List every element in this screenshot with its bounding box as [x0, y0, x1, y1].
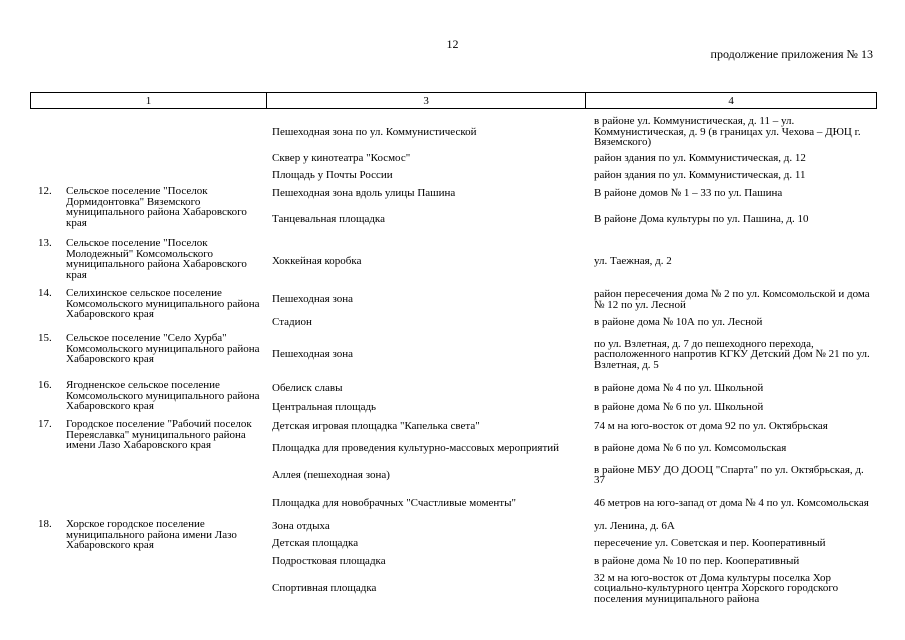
object-location: 74 м на юго-восток от дома 92 по ул. Октябрьская	[594, 419, 828, 432]
settlement-name: Городское поселение "Рабочий поселок Переяславка" муниципального района имени Лазо Хабаровского края	[66, 418, 252, 451]
row-number: 17.	[38, 418, 52, 430]
object-name: Спортивная площадка	[272, 582, 377, 595]
row-number: 15.	[38, 332, 52, 344]
table-body	[30, 113, 877, 607]
table-row	[30, 151, 877, 166]
object-name: Центральная площадь	[272, 401, 377, 414]
object-name: Обелиск славы	[272, 381, 343, 394]
page-number: 12	[446, 37, 459, 51]
object-location: в районе дома № 10А по ул. Лесной	[594, 315, 763, 328]
object-name: Детская игровая площадка "Капелька света"	[272, 419, 480, 432]
table-row-group	[30, 184, 877, 236]
row-number	[30, 151, 66, 166]
object-location: в районе МБУ ДО ДООЦ "Спарта" по ул. Октябрьская, д. 37	[594, 463, 864, 486]
header-col-3: 3	[266, 93, 585, 109]
object-location: ул. Ленина, д. 6А	[594, 519, 675, 532]
row-number: 13.	[38, 237, 52, 249]
settlement-name: Сельское поселение "Село Хурба" Комсомольского муниципального района Хабаровского края	[66, 332, 260, 365]
settlement-name	[66, 113, 267, 151]
object-location: по ул. Взлетная, д. 7 до пешеходного перехода, расположенного напротив КГКУ Детский Дом № 21 по ул. Взлетная, д. 5	[594, 337, 870, 371]
object-name: Пешеходная зона	[272, 293, 354, 306]
object-name: Сквер у кинотеатра "Космос"	[272, 152, 411, 165]
header-col-1: 1	[31, 93, 267, 109]
object-location: район здания по ул. Коммунистическая, д. 12	[594, 152, 806, 165]
row-number	[30, 166, 66, 184]
object-location: В районе домов № 1 – 33 по ул. Пашина	[594, 186, 783, 199]
table-row-group	[30, 378, 877, 417]
object-name: Пешеходная зона по ул. Коммунистической	[272, 125, 477, 138]
object-location: в районе дома № 4 по ул. Школьной	[594, 381, 764, 394]
object-name: Пешеходная зона	[272, 348, 354, 361]
row-number: 16.	[38, 379, 52, 391]
object-name: Пешеходная зона вдоль улицы Пашина	[272, 186, 456, 199]
row-number: 18.	[38, 518, 52, 530]
object-location: в районе дома № 10 по пер. Кооперативный	[594, 554, 800, 567]
settlement-name: Сельское поселение "Поселок Дормидонтовка" Вяземского муниципального района Хабаровского края	[66, 185, 247, 229]
object-location: пересечение ул. Советская и пер. Кооперативный	[594, 537, 826, 550]
table-row-group	[30, 517, 877, 607]
object-name: Аллея (пешеходная зона)	[272, 468, 390, 481]
header-col-4: 4	[586, 93, 877, 109]
object-name: Хоккейная коробка	[272, 254, 362, 267]
table-row	[30, 113, 877, 151]
row-number: 14.	[38, 287, 52, 299]
object-name: Танцевальная площадка	[272, 212, 385, 225]
settlement-name: Ягодненское сельское поселение Комсомольского муниципального района Хабаровского края	[66, 379, 260, 412]
table-row-group	[30, 286, 877, 331]
table-row	[30, 236, 877, 286]
table-row-group	[30, 417, 877, 517]
object-location: 46 метров на юго-запад от дома № 4 по ул. Комсомольская	[594, 496, 869, 509]
object-name: Детская площадка	[272, 537, 359, 550]
object-name: Подростковая площадка	[272, 554, 386, 567]
object-name: Площадь у Почты России	[272, 168, 393, 181]
object-location: 32 м на юго-восток от Дома культуры поселка Хор социально-культурного центра Хорского городского поселения муниципального района	[594, 571, 839, 605]
settlement-name: Селихинское сельское поселение Комсомольского муниципального района Хабаровского края	[66, 287, 260, 320]
settlement-name	[66, 166, 267, 184]
settlement-name	[66, 151, 267, 166]
table-row	[30, 166, 877, 184]
object-name: Площадка для проведения культурно-массовых мероприятий	[272, 441, 560, 454]
object-location: ул. Таежная, д. 2	[594, 254, 672, 267]
settlement-name: Хорское городское поселение муниципального района имени Лазо Хабаровского края	[66, 518, 237, 551]
object-location: район здания по ул. Коммунистическая, д. 11	[594, 168, 806, 181]
object-name: Стадион	[272, 315, 312, 328]
continuation-note: продолжение приложения № 13	[710, 47, 873, 61]
object-location: В районе Дома культуры по ул. Пашина, д. 10	[594, 212, 809, 225]
object-location: район пересечения дома № 2 по ул. Комсомольской и дома № 12 по ул. Лесной	[594, 288, 870, 311]
table-row	[30, 331, 877, 378]
object-name: Площадка для новобрачных "Счастливые моменты"	[272, 496, 516, 509]
object-location: в районе ул. Коммунистическая, д. 11 – ул. Коммунистическая, д. 9 (в границах ул. Чехова – ДЮЦ г. Вяземского)	[594, 115, 861, 149]
object-location: в районе дома № 6 по ул. Школьной	[594, 401, 764, 414]
object-name: Зона отдыха	[272, 519, 330, 532]
object-location: в районе дома № 6 по ул. Комсомольская	[594, 441, 787, 454]
row-number: 12.	[38, 185, 52, 197]
table-header	[30, 92, 877, 109]
row-number	[30, 113, 66, 151]
settlement-name: Сельское поселение "Поселок Молодежный" Комсомольского муниципального района Хабаровского края	[66, 237, 247, 281]
